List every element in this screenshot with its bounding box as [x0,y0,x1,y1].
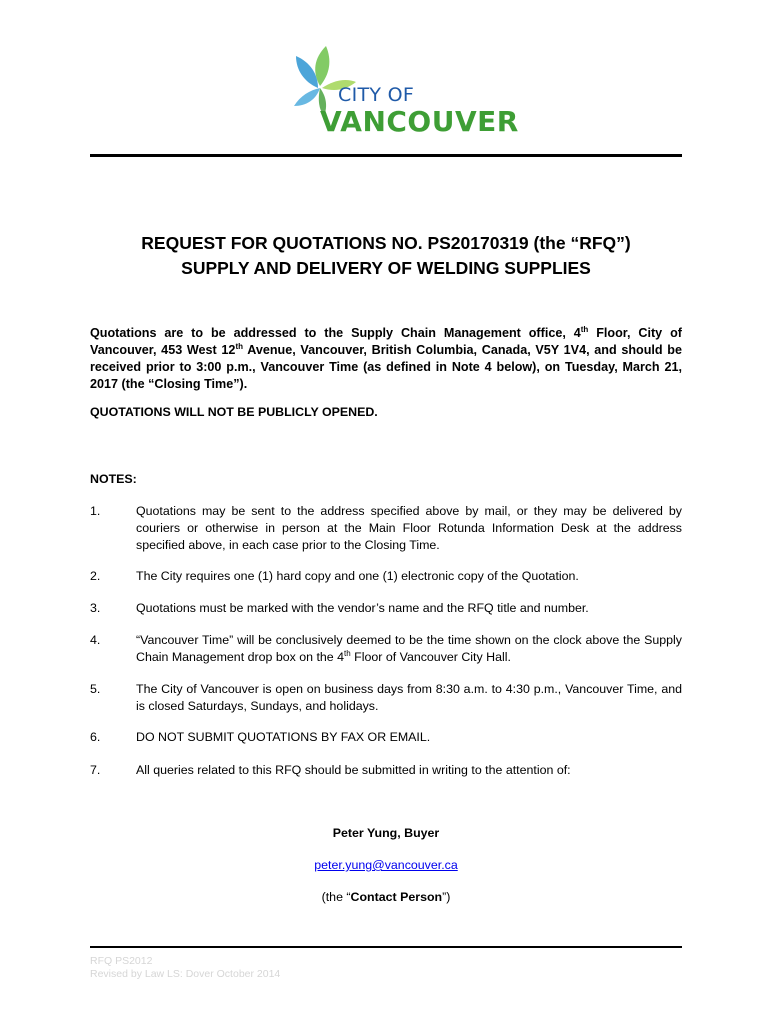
note-4-superscript: th [344,648,351,658]
note-number: 6. [90,730,101,744]
note-item [90,681,682,715]
footer-revision: Revised by Law LS: Dover October 2014 [90,968,281,980]
note-text: The City requires one (1) hard copy and one (1) electronic copy of the Quotation. [136,569,579,583]
contact-email-link[interactable]: peter.yung@vancouver.ca [314,858,458,872]
note-number: 5. [90,682,101,696]
note-text: Quotations must be marked with the vendor’s name and the RFQ title and number. [136,601,589,615]
intro-superscript-2: th [235,341,243,351]
header-divider [90,154,682,157]
note-item [90,762,682,779]
intro-part-2: Floor, City of Vancouver, 453 West 12 [90,326,682,357]
note-text: All queries related to this RFQ should be submitted in writing to the attention of: [136,763,571,777]
logo-city-of-text: CITY OF [338,84,415,106]
note-item [90,568,682,585]
city-of-vancouver-logo [290,44,519,144]
footer-doc-ref: RFQ PS2012 [90,955,153,967]
note-4-part-2: Floor of Vancouver City Hall. [350,650,511,664]
rfq-title: REQUEST FOR QUOTATIONS NO. PS20170319 (the “RFQ”) [141,233,631,253]
intro-paragraph [90,325,682,393]
note-number: 7. [90,763,101,777]
note-4-part-1: “Vancouver Time” will be conclusively deemed to be the time shown on the clock above the Supply Chain Management drop box on the 4 [136,633,682,664]
contact-name: Peter Yung, Buyer [332,826,440,840]
logo-vancouver-text: VANCOUVER [320,105,519,138]
intro-part-3: Avenue, Vancouver, British Columbia, Canada, V5Y 1V4, and should be received prior to 3:00 p.m., Vancouver Time (as defined in Note 4 below), on Tuesday, March 21, 2017 (the “Closing Time”). [90,343,682,391]
note-text: DO NOT SUBMIT QUOTATIONS BY FAX OR EMAIL. [136,730,431,744]
note-number: 3. [90,601,101,615]
note-text: The City of Vancouver is open on business days from 8:30 a.m. to 4:30 p.m., Vancouver Time, and is closed Saturdays, Sundays, and holidays. [136,682,682,713]
intro-part-1: Quotations are to be addressed to the Supply Chain Management office, 4 [90,326,581,340]
note-item [90,729,682,746]
note-item [90,503,682,554]
intro-superscript-1: th [580,324,589,334]
footer-divider [90,946,682,948]
rfq-subtitle: SUPPLY AND DELIVERY OF WELDING SUPPLIES [181,258,591,278]
note-item [90,632,682,666]
note-text [136,632,682,666]
contact-role-suffix: ”) [442,890,451,904]
note-text: Quotations may be sent to the address specified above by mail, or they may be delivered by couriers or otherwise in person at the Main Floor Rotunda Information Desk at the address specified above, in each case prior to the Closing Time. [136,504,682,552]
contact-role-label: Contact Person [350,890,443,904]
contact-role-prefix: (the “ [321,890,351,904]
not-publicly-opened-notice: QUOTATIONS WILL NOT BE PUBLICLY OPENED. [90,405,378,419]
note-number: 4. [90,633,101,647]
notes-heading: NOTES: [90,472,137,486]
note-item [90,600,682,617]
contact-role [90,890,682,904]
note-number: 2. [90,569,101,583]
note-number: 1. [90,504,101,518]
